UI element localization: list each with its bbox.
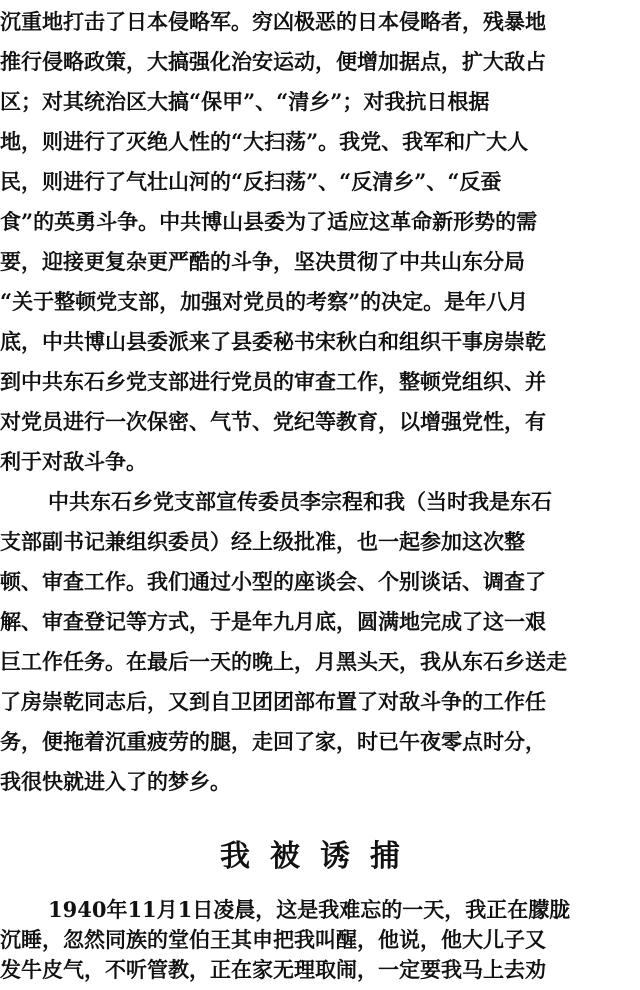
text-line: 到中共东石乡党支部进行党员的审查工作，整顿党组织、并 bbox=[0, 369, 546, 394]
text-line: “关于整顿党支部，加强对党员的考察”的决定。是年八月 bbox=[0, 289, 529, 314]
text-line: 要，迎接更复杂更严酷的斗争，坚决贯彻了中共山东分局 bbox=[0, 249, 525, 274]
text-line: 支部副书记兼组织委员）经上级批准，也一起参加这次整 bbox=[0, 529, 525, 554]
text-line: 中共东石乡党支部宣传委员李宗程和我（当时我是东石 bbox=[48, 489, 552, 514]
text-line: 沉睡，忽然同族的堂伯王其申把我叫醒，他说，他大儿子又 bbox=[0, 927, 546, 952]
text-line: 利于对敌斗争。 bbox=[0, 449, 147, 474]
text-line: 解、审查登记等方式，于是年九月底，圆满地完成了这一艰 bbox=[0, 609, 546, 634]
text-line: 我很快就进入了的梦乡。 bbox=[0, 769, 231, 794]
section-title: 我被诱捕 bbox=[220, 839, 420, 874]
text-line: 民，则进行了气壮山河的“反扫荡”、“反清乡”、“反蚕 bbox=[0, 169, 502, 194]
text-line: 沉重地打击了日本侵略军。穷凶极恶的日本侵略者，残暴地 bbox=[0, 9, 546, 34]
text-line: 地，则进行了灭绝人性的“大扫荡”。我党、我军和广大人 bbox=[0, 129, 529, 154]
text-line: 推行侵略政策，大搞强化治安运动，便增加据点，扩大敌占 bbox=[0, 49, 546, 74]
text-line: 顿、审查工作。我们通过小型的座谈会、个别谈话、调查了 bbox=[0, 569, 546, 594]
text-line: 底，中共博山县委派来了县委秘书宋秋白和组织干事房崇乾 bbox=[0, 329, 546, 354]
text-line: 巨工作任务。在最后一天的晚上，月黑头天，我从东石乡送走 bbox=[0, 649, 567, 674]
text-line: 务，便拖着沉重疲劳的腿，走回了家，时已午夜零点时分， bbox=[0, 729, 546, 754]
text-line: 食”的英勇斗争。中共博山县委为了适应这革命新形势的需 bbox=[0, 209, 538, 234]
text-line: 了房崇乾同志后，又到自卫团团部布置了对敌斗争的工作任 bbox=[0, 689, 546, 714]
text-line: 对党员进行一次保密、气节、党纪等教育，以增强党性，有 bbox=[0, 409, 546, 434]
text-line: 发牛皮气，不听管教，正在家无理取闹，一定要我马上去劝 bbox=[0, 957, 546, 982]
text-line: 1940年11月1日凌晨，这是我难忘的一天，我正在朦胧 bbox=[48, 897, 571, 922]
text-line: 区；对其统治区大搞“保甲”、“清乡”；对我抗日根据 bbox=[0, 89, 490, 114]
